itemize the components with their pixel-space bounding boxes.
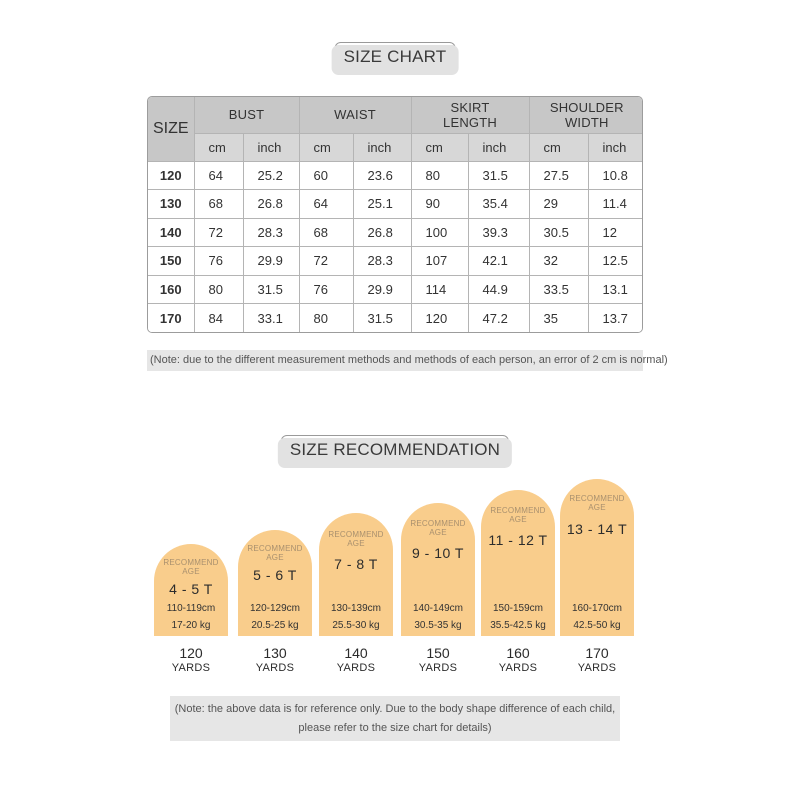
bust-cm-cell: 76 xyxy=(194,247,243,276)
waist-cm-cell: 60 xyxy=(299,161,353,190)
recommend-label-line2: AGE xyxy=(266,553,284,562)
yards-label: YARDS xyxy=(418,662,458,674)
recommendation-note-line2: please refer to the size chart for details) xyxy=(298,722,492,734)
shoulder-cm-cell: 32 xyxy=(529,247,588,276)
unit-inch: inch xyxy=(588,133,643,161)
shoulder-inch-cell: 10.8 xyxy=(588,161,643,190)
recommend-label-line2: AGE xyxy=(429,528,447,537)
yards-number: 160 xyxy=(506,645,530,661)
skirt-length-header-line2: LENGTH xyxy=(443,114,497,130)
weight-range: 17-20 kg xyxy=(171,620,211,631)
age-range: 13 - 14 T xyxy=(566,521,628,537)
unit-cm: cm xyxy=(194,133,243,161)
unit-cm: cm xyxy=(529,133,588,161)
skirt-cm-cell: 90 xyxy=(411,190,468,219)
bust-cm-cell: 72 xyxy=(194,218,243,247)
waist-inch-cell: 23.6 xyxy=(353,161,411,190)
bust-inch-cell: 28.3 xyxy=(243,218,299,247)
waist-cm-cell: 68 xyxy=(299,218,353,247)
height-range: 110-119cm xyxy=(166,603,216,614)
weight-range: 42.5-50 kg xyxy=(573,620,621,631)
yards-number: 140 xyxy=(344,645,368,661)
age-range: 11 - 12 T xyxy=(488,532,548,548)
size-cell: 150 xyxy=(148,247,194,276)
skirt-cm-cell: 80 xyxy=(411,161,468,190)
skirt-inch-cell: 42.1 xyxy=(468,247,529,276)
recommend-card-140 xyxy=(319,513,393,636)
height-range: 120-129cm xyxy=(249,603,301,614)
recommend-age-label xyxy=(401,519,475,537)
recommend-card-160 xyxy=(481,490,555,636)
weight-range: 25.5-30 kg xyxy=(332,620,380,631)
bust-inch-cell: 33.1 xyxy=(243,304,299,333)
weight-range: 20.5-25 kg xyxy=(251,620,299,631)
waist-cm-cell: 80 xyxy=(299,304,353,333)
recommend-card-120 xyxy=(154,544,228,636)
shoulder-cm-cell: 30.5 xyxy=(529,218,588,247)
yards-number: 150 xyxy=(426,645,450,661)
waist-cm-cell: 72 xyxy=(299,247,353,276)
shoulder-inch-cell: 12 xyxy=(588,218,643,247)
bust-cm-cell: 84 xyxy=(194,304,243,333)
shoulder-inch-cell: 11.4 xyxy=(588,190,643,219)
size-cell: 120 xyxy=(148,161,194,190)
waist-inch-cell: 28.3 xyxy=(353,247,411,276)
skirt-length-header-line1: SKIRT xyxy=(450,99,490,115)
waist-inch-cell: 26.8 xyxy=(353,218,411,247)
size-chart-note: (Note: due to the different measurement methods and methods of each person, an error of 2 cm is normal) xyxy=(147,350,643,371)
size-cell: 160 xyxy=(148,275,194,304)
age-range: 9 - 10 T xyxy=(412,545,464,561)
recommend-label-line2: AGE xyxy=(347,539,365,548)
waist-inch-cell: 29.9 xyxy=(353,275,411,304)
shoulder-inch-cell: 13.7 xyxy=(588,304,643,333)
age-range: 4 - 5 T xyxy=(169,581,213,597)
size-column-header: SIZE xyxy=(148,97,194,161)
size-cell: 140 xyxy=(148,218,194,247)
skirt-cm-cell: 120 xyxy=(411,304,468,333)
recommendation-note xyxy=(170,696,620,741)
recommend-label-line2: AGE xyxy=(588,503,606,512)
recommend-label-line2: AGE xyxy=(509,515,527,524)
skirt-cm-cell: 107 xyxy=(411,247,468,276)
waist-cm-cell: 64 xyxy=(299,190,353,219)
yards-label: YARDS xyxy=(498,662,538,674)
unit-inch: inch xyxy=(468,133,529,161)
yards-label: YARDS xyxy=(171,662,211,674)
age-range: 5 - 6 T xyxy=(253,567,297,583)
shoulder-width-header-line2: WIDTH xyxy=(564,114,609,130)
recommend-age-label xyxy=(319,530,393,548)
shoulder-cm-cell: 29 xyxy=(529,190,588,219)
yards-label: YARDS xyxy=(577,662,617,674)
skirt-inch-cell: 39.3 xyxy=(468,218,529,247)
shoulder-width-header-line1: SHOULDER xyxy=(549,99,624,115)
skirt-inch-cell: 44.9 xyxy=(468,275,529,304)
shoulder-cm-cell: 27.5 xyxy=(529,161,588,190)
height-range: 150-159cm xyxy=(492,603,544,614)
recommend-age-label xyxy=(560,494,634,512)
recommend-label-line1: RECOMMEND xyxy=(490,506,546,515)
unit-cm: cm xyxy=(411,133,468,161)
skirt-inch-cell: 47.2 xyxy=(468,304,529,333)
recommend-age-label xyxy=(481,506,555,524)
bust-header-label: BUST xyxy=(228,107,265,123)
shoulder-cm-cell: 35 xyxy=(529,304,588,333)
yards-label: YARDS xyxy=(336,662,376,674)
recommend-label-line1: RECOMMEND xyxy=(328,530,384,539)
size-chart-title-text: SIZE CHART xyxy=(343,47,447,66)
skirt-inch-cell: 31.5 xyxy=(468,161,529,190)
recommend-label-line1: RECOMMEND xyxy=(569,494,625,503)
bust-cm-cell: 68 xyxy=(194,190,243,219)
weight-range: 35.5-42.5 kg xyxy=(490,620,546,631)
unit-inch: inch xyxy=(243,133,299,161)
waist-inch-cell: 31.5 xyxy=(353,304,411,333)
recommend-label-line1: RECOMMEND xyxy=(163,558,219,567)
yards-number: 170 xyxy=(585,645,609,661)
recommend-card-170 xyxy=(560,479,634,636)
size-recommendation-title-text: SIZE RECOMMENDATION xyxy=(289,440,501,459)
height-range: 160-170cm xyxy=(571,603,623,614)
bust-inch-cell: 26.8 xyxy=(243,190,299,219)
skirt-cm-cell: 100 xyxy=(411,218,468,247)
bust-cm-cell: 64 xyxy=(194,161,243,190)
recommendation-note-line1: (Note: the above data is for reference only. Due to the body shape difference of each child, xyxy=(174,703,616,715)
weight-range: 30.5-35 kg xyxy=(414,620,462,631)
bust-inch-cell: 31.5 xyxy=(243,275,299,304)
waist-inch-cell: 25.1 xyxy=(353,190,411,219)
recommend-label-line2: AGE xyxy=(182,567,200,576)
yards-number: 130 xyxy=(263,645,287,661)
bust-inch-cell: 29.9 xyxy=(243,247,299,276)
recommend-card-150 xyxy=(401,503,475,636)
recommend-age-label xyxy=(154,558,228,576)
yards-number: 120 xyxy=(179,645,203,661)
shoulder-inch-cell: 12.5 xyxy=(588,247,643,276)
size-cell: 170 xyxy=(148,304,194,333)
skirt-inch-cell: 35.4 xyxy=(468,190,529,219)
recommend-label-line1: RECOMMEND xyxy=(410,519,466,528)
bust-cm-cell: 80 xyxy=(194,275,243,304)
recommend-age-label xyxy=(238,544,312,562)
unit-inch: inch xyxy=(353,133,411,161)
waist-cm-cell: 76 xyxy=(299,275,353,304)
recommend-card-130 xyxy=(238,530,312,636)
height-range: 130-139cm xyxy=(330,603,382,614)
waist-header-label: WAIST xyxy=(334,107,376,123)
shoulder-inch-cell: 13.1 xyxy=(588,275,643,304)
age-range: 7 - 8 T xyxy=(334,556,378,572)
recommend-label-line1: RECOMMEND xyxy=(247,544,303,553)
unit-cm: cm xyxy=(299,133,353,161)
height-range: 140-149cm xyxy=(412,603,464,614)
bust-inch-cell: 25.2 xyxy=(243,161,299,190)
skirt-cm-cell: 114 xyxy=(411,275,468,304)
yards-label: YARDS xyxy=(255,662,295,674)
shoulder-cm-cell: 33.5 xyxy=(529,275,588,304)
size-cell: 130 xyxy=(148,190,194,219)
